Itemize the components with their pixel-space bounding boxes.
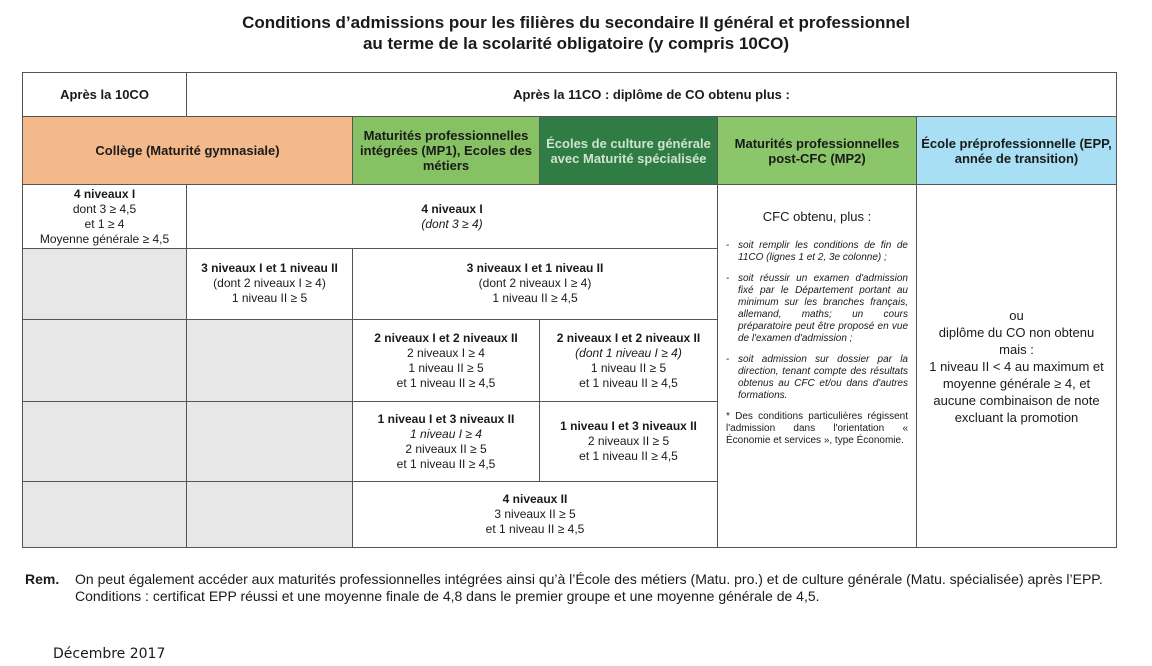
- epp-line: mais :: [999, 341, 1034, 357]
- title-line-1: Conditions d’admissions pour les filières du secondaire II général et professionnel: [242, 13, 910, 32]
- row4-ecg: [539, 401, 718, 482]
- header-college-label: Collège (Maturité gymnasiale): [95, 143, 280, 158]
- row2-apres10-line: 1 niveau II ≥ 5: [231, 291, 308, 305]
- row4-empty: [186, 401, 353, 482]
- row3-empty: [22, 319, 187, 402]
- row4-ecg-line: et 1 niveau II ≥ 4,5: [579, 449, 678, 463]
- row2-empty: [22, 248, 187, 320]
- row2-apres10-title: 3 niveaux I et 1 niveau II: [201, 261, 338, 275]
- row1-span-sub: (dont 3 ≥ 4): [421, 216, 483, 231]
- row1-college-line: dont 3 ≥ 4,5: [72, 201, 137, 216]
- epp-line: diplôme du CO non obtenu: [938, 324, 1095, 340]
- epp-line: 1 niveau II < 4 au maximum et moyenne générale ≥ 4, et aucune combinaison de note excluant la promotion: [929, 358, 1104, 425]
- remark: [25, 571, 1125, 605]
- row1-college: [22, 184, 187, 249]
- row4-mp1-line: 2 niveaux II ≥ 5: [405, 441, 487, 456]
- header-mp2: [717, 116, 917, 185]
- row1-college-line: Moyenne générale ≥ 4,5: [39, 231, 170, 246]
- mp2-note: * Des conditions particulières régissent l'admission dans l'orientation « Économie et services », type Économie.: [726, 411, 908, 446]
- row3-ecg-line: et 1 niveau II ≥ 4,5: [579, 375, 678, 390]
- mp2-condition-item: - soit admission sur dossier par la direction, tenant compte des résultats obtenus au CFC et/ou dans d'autres formations.: [726, 354, 908, 402]
- header-college: [22, 116, 353, 185]
- row2-apres10-line: (dont 2 niveaux I ≥ 4): [213, 276, 326, 290]
- row4-empty: [22, 401, 187, 482]
- row3-mp1-line: 1 niveau II ≥ 5: [408, 360, 484, 375]
- row5-span-title: 4 niveaux II: [502, 492, 568, 506]
- row1-span: [186, 184, 718, 249]
- row2-span-line: 1 niveau II ≥ 4,5: [492, 291, 578, 305]
- header-ecg: [539, 116, 718, 185]
- row2-span-title: 3 niveaux I et 1 niveau II: [466, 261, 604, 275]
- header-epp-label: École préprofessionnelle (EPP, année de transition): [921, 135, 1112, 166]
- row1-college-title: 4 niveaux I: [73, 186, 136, 201]
- header-apres-11co: [186, 72, 1117, 117]
- document-date: Décembre 2017: [53, 646, 166, 662]
- epp-body: [916, 184, 1117, 548]
- row2-apres10: [186, 248, 353, 320]
- row5-empty: [186, 481, 353, 548]
- row5-span-line: 3 niveaux II ≥ 5: [494, 507, 576, 521]
- row3-empty: [186, 319, 353, 402]
- row5-empty: [22, 481, 187, 548]
- header-apres-10co-label: Après la 10CO: [60, 87, 149, 102]
- row2-span: [352, 248, 718, 320]
- row5-span-line: et 1 niveau II ≥ 4,5: [485, 522, 585, 536]
- row4-mp1-line: 1 niveau I ≥ 4: [410, 426, 482, 441]
- row4-mp1-title: 1 niveau I et 3 niveaux II: [377, 411, 515, 426]
- row4-ecg-line: 2 niveaux II ≥ 5: [587, 434, 670, 448]
- row3-ecg-line: (dont 1 niveau I ≥ 4): [575, 345, 682, 360]
- row3-ecg-title: 2 niveaux I et 2 niveaux II: [556, 330, 701, 345]
- remark-text: On peut également accéder aux maturités professionnelles intégrées ainsi qu’à l’École des métiers (Matu. pro.) et de culture générale (Matu. spécialisée) après l’EPP. Conditions : certificat EPP réussi et une moyenne finale de 4,8 dans le premier groupe et une moyenne générale de 4,5.: [75, 571, 1103, 604]
- row3-mp1: [352, 319, 540, 402]
- mp2-conditions-list: [726, 240, 908, 411]
- mp2-condition-item: - soit remplir les conditions de fin de 11CO (lignes 1 et 2, 3e colonne) ;: [726, 240, 908, 264]
- header-mp1-label: Maturités professionnelles intégrées (MP1), Ecoles des métiers: [360, 128, 532, 173]
- header-epp: [916, 116, 1117, 185]
- row3-ecg-line: 1 niveau II ≥ 5: [590, 360, 667, 375]
- row4-mp1-line: et 1 niveau II ≥ 4,5: [396, 456, 496, 471]
- page-title: [0, 12, 1152, 54]
- remark-label: Rem.: [25, 571, 60, 587]
- epp-line: ou: [1009, 307, 1024, 323]
- row4-mp1: [352, 401, 540, 482]
- row1-span-title: 4 niveaux I: [421, 201, 483, 216]
- row2-span-line: (dont 2 niveaux I ≥ 4): [478, 276, 592, 290]
- row1-college-line: et 1 ≥ 4: [84, 216, 125, 231]
- header-apres-11co-label: Après la 11CO : diplôme de CO obtenu plus :: [513, 87, 790, 102]
- header-mp2-label: Maturités professionnelles post-CFC (MP2): [734, 135, 900, 166]
- row4-ecg-title: 1 niveau I et 3 niveaux II: [560, 419, 697, 433]
- header-ecg-label: Écoles de culture générale avec Maturité spécialisée: [546, 135, 711, 166]
- row3-mp1-line: et 1 niveau II ≥ 4,5: [396, 375, 496, 390]
- row3-mp1-line: 2 niveaux I ≥ 4: [407, 345, 485, 360]
- row3-mp1-title: 2 niveaux I et 2 niveaux II: [374, 330, 518, 345]
- mp2-condition-item: - soit réussir un examen d'admission fixé par le Département portant au minimum sur les branches français, allemand, maths; un cours préparatoire peut être proposé en vue de l'examen d'admission ;: [726, 273, 908, 345]
- header-mp1: [352, 116, 540, 185]
- title-line-2: au terme de la scolarité obligatoire (y compris 10CO): [362, 34, 790, 53]
- header-apres-10co: [22, 72, 187, 117]
- row3-ecg: [539, 319, 718, 402]
- row5-span: [352, 481, 718, 548]
- mp2-head: CFC obtenu, plus :: [762, 209, 872, 224]
- mp2-body: [717, 184, 917, 548]
